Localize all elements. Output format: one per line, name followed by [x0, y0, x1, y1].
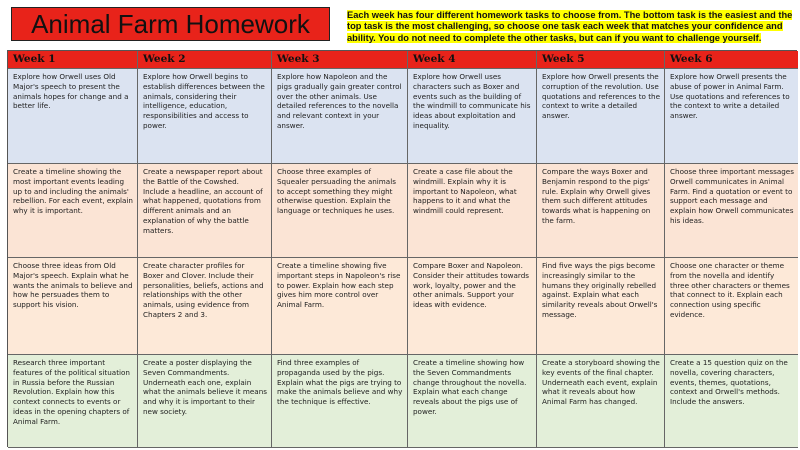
week-1-header: Week 1 [8, 51, 138, 69]
week-4-header: Week 4 [408, 51, 537, 69]
instructions-text: Each week has four different homework tasks to choose from. The bottom task is the easiest and the top task is the most challenging, so choose one task each week that matches your confidence and ability. You do not need to complete the other tasks, but can if you want to challenge yourself. [347, 10, 793, 43]
week-5-header: Week 5 [537, 51, 665, 69]
task-challenging-week-4: Explore how Orwell uses characters such as Boxer and events such as the building of the windmill to communicate his ideas about exploitation and inequality. [408, 69, 537, 164]
task-level-2-week-2: Create a newspaper report about the Battle of the Cowshed. Include a headline, an account of what happened, quotations from different animals and an explanation of why the battle matters. [138, 164, 272, 258]
week-3-header: Week 3 [272, 51, 408, 69]
task-level-3-week-3: Create a timeline showing five important steps in Napoleon's rise to power. Explain how each step gives him more control over Animal Farm. [272, 258, 408, 355]
task-level-3-week-6: Choose one character or theme from the novella and identify three other characters or themes that connect to it. Explain each connection using specific evidence. [665, 258, 798, 355]
task-easiest-week-5: Create a storyboard showing the key events of the final chapter. Underneath each event, explain what it reveals about how Animal Farm has changed. [537, 355, 665, 448]
week-6-header: Week 6 [665, 51, 798, 69]
task-challenging-week-6: Explore how Orwell presents the abuse of power in Animal Farm. Use quotations and references to the context to write a detailed answer. [665, 69, 798, 164]
task-level-2-week-6: Choose three important messages Orwell communicates in Animal Farm. Find a quotation or event to support each message and explain how Orwell communicates his ideas. [665, 164, 798, 258]
week-2-header: Week 2 [138, 51, 272, 69]
instructions [347, 10, 797, 44]
page-title: Animal Farm Homework [11, 7, 330, 41]
task-level-2-week-1: Create a timeline showing the most important events leading up to and including the animals' rebellion. For each event, explain why it is important. [8, 164, 138, 258]
task-level-3-week-5: Find five ways the pigs become increasingly similar to the humans they originally rebelled against. Explain what each similarity reveals about Orwell's message. [537, 258, 665, 355]
task-level-3-week-4: Compare Boxer and Napoleon. Consider their attitudes towards work, loyalty, power and the other animals. Support your ideas with evidence. [408, 258, 537, 355]
task-easiest-week-1: Research three important features of the political situation in Russia before the Russian Revolution. Explain how this context connects to events or ideas in the opening chapters of Animal Farm. [8, 355, 138, 448]
task-level-3-week-1: Choose three ideas from Old Major's speech. Explain what he wants the animals to believe and how he persuades them to support his vision. [8, 258, 138, 355]
task-level-3-week-2: Create character profiles for Boxer and Clover. Include their personalities, beliefs, actions and relationships with the other animals, using evidence from Chapters 2 and 3. [138, 258, 272, 355]
task-easiest-week-2: Create a poster displaying the Seven Commandments. Underneath each one, explain what the animals believe it means and why it is important to their new society. [138, 355, 272, 448]
task-challenging-week-5: Explore how Orwell presents the corruption of the revolution. Use quotations and references to the context to write a detailed answer. [537, 69, 665, 164]
task-easiest-week-6: Create a 15 question quiz on the novella, covering characters, events, themes, quotations, context and Orwell's methods. Include the answers. [665, 355, 798, 448]
task-easiest-week-3: Find three examples of propaganda used by the pigs. Explain what the pigs are trying to make the animals believe and why the technique is effective. [272, 355, 408, 448]
task-easiest-week-4: Create a timeline showing how the Seven Commandments change throughout the novella. Explain what each change reveals about the pigs use of power. [408, 355, 537, 448]
task-level-2-week-4: Create a case file about the windmill. Explain why it is important to Napoleon, what happens to it and what the windmill could represent. [408, 164, 537, 258]
task-challenging-week-2: Explore how Orwell begins to establish differences between the animals, considering their intelligence, education, responsibilities and access to power. [138, 69, 272, 164]
homework-table [7, 50, 797, 447]
task-level-2-week-3: Choose three examples of Squealer persuading the animals to accept something they might otherwise question. Explain the language or techniques he uses. [272, 164, 408, 258]
task-challenging-week-1: Explore how Orwell uses Old Major's speech to present the animals hopes for change and a better life. [8, 69, 138, 164]
task-challenging-week-3: Explore how Napoleon and the pigs gradually gain greater control over the other animals. Use detailed references to the novella and relevant context in your answer. [272, 69, 408, 164]
task-level-2-week-5: Compare the ways Boxer and Benjamin respond to the pigs' rule. Explain why Orwell gives them such different attitudes towards what is happening on the farm. [537, 164, 665, 258]
